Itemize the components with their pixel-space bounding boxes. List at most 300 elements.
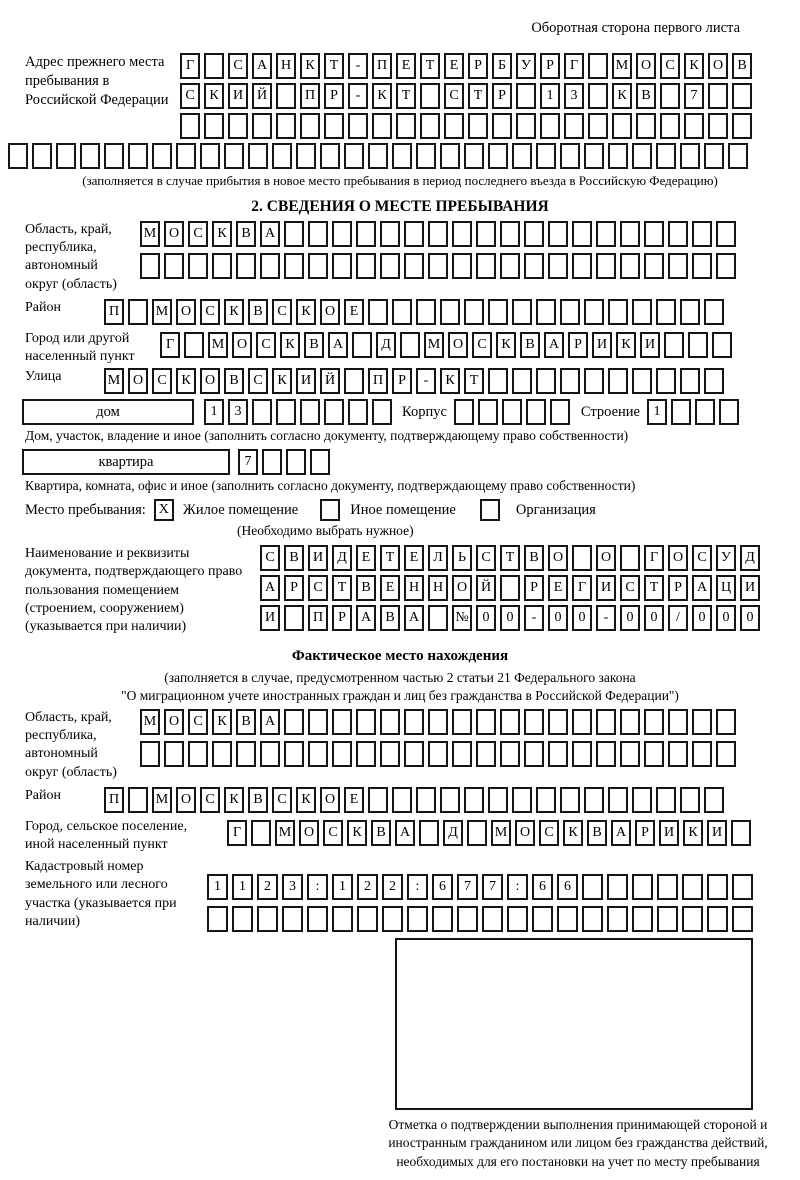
char-cell[interactable]: - — [348, 83, 368, 109]
char-cell[interactable] — [252, 399, 272, 425]
char-cell[interactable] — [632, 787, 652, 813]
char-cell[interactable]: М — [140, 709, 160, 735]
char-cell[interactable] — [644, 253, 664, 279]
char-cell[interactable]: О — [448, 332, 468, 358]
char-cell[interactable] — [380, 741, 400, 767]
char-cell[interactable] — [400, 332, 420, 358]
char-cell[interactable] — [308, 709, 328, 735]
char-cell[interactable] — [632, 368, 652, 394]
char-cell[interactable] — [532, 906, 553, 932]
char-cell[interactable] — [548, 741, 568, 767]
char-cell[interactable] — [180, 113, 200, 139]
char-cell[interactable] — [212, 741, 232, 767]
char-cell[interactable] — [296, 143, 316, 169]
char-cell[interactable]: Г — [227, 820, 247, 846]
char-cell[interactable] — [32, 143, 52, 169]
char-cell[interactable]: С — [323, 820, 343, 846]
char-cell[interactable]: И — [260, 605, 280, 631]
char-cell[interactable] — [416, 787, 436, 813]
char-cell[interactable] — [404, 253, 424, 279]
char-cell[interactable]: П — [300, 83, 320, 109]
char-cell[interactable]: Н — [404, 575, 424, 601]
char-cell[interactable]: У — [516, 53, 536, 79]
char-cell[interactable]: С — [188, 709, 208, 735]
char-cell[interactable] — [272, 143, 292, 169]
char-cell[interactable] — [478, 399, 498, 425]
char-cell[interactable] — [307, 906, 328, 932]
char-cell[interactable] — [356, 221, 376, 247]
char-cell[interactable] — [419, 820, 439, 846]
char-cell[interactable] — [620, 545, 640, 571]
char-cell[interactable] — [392, 787, 412, 813]
char-cell[interactable] — [452, 221, 472, 247]
char-cell[interactable] — [526, 399, 546, 425]
char-cell[interactable] — [212, 253, 232, 279]
char-cell[interactable]: О — [515, 820, 535, 846]
char-cell[interactable]: 7 — [482, 874, 503, 900]
char-cell[interactable]: К — [683, 820, 703, 846]
char-cell[interactable] — [588, 83, 608, 109]
char-cell[interactable]: В — [636, 83, 656, 109]
char-cell[interactable]: Д — [740, 545, 760, 571]
char-cell[interactable] — [540, 113, 560, 139]
char-cell[interactable] — [716, 221, 736, 247]
char-cell[interactable]: И — [228, 83, 248, 109]
char-cell[interactable]: В — [236, 221, 256, 247]
char-cell[interactable]: О — [176, 299, 196, 325]
char-cell[interactable] — [464, 143, 484, 169]
char-cell[interactable]: М — [152, 787, 172, 813]
char-cell[interactable]: Б — [492, 53, 512, 79]
char-cell[interactable] — [572, 221, 592, 247]
char-cell[interactable] — [276, 399, 296, 425]
char-cell[interactable]: О — [668, 545, 688, 571]
char-cell[interactable] — [452, 741, 472, 767]
char-cell[interactable] — [644, 741, 664, 767]
char-cell[interactable]: В — [284, 545, 304, 571]
char-cell[interactable] — [356, 741, 376, 767]
char-cell[interactable]: Г — [644, 545, 664, 571]
char-cell[interactable]: Р — [540, 53, 560, 79]
char-cell[interactable]: П — [104, 299, 124, 325]
char-cell[interactable] — [588, 113, 608, 139]
char-cell[interactable] — [392, 143, 412, 169]
char-cell[interactable] — [664, 332, 684, 358]
char-cell[interactable] — [236, 741, 256, 767]
stay-checkbox-inoe[interactable] — [320, 499, 340, 521]
char-cell[interactable]: В — [248, 299, 268, 325]
char-cell[interactable]: В — [356, 575, 376, 601]
char-cell[interactable]: 1 — [332, 874, 353, 900]
char-cell[interactable] — [657, 874, 678, 900]
char-cell[interactable]: 1 — [207, 874, 228, 900]
char-cell[interactable] — [632, 299, 652, 325]
char-cell[interactable] — [716, 253, 736, 279]
char-cell[interactable]: С — [476, 545, 496, 571]
char-cell[interactable] — [324, 113, 344, 139]
char-cell[interactable] — [620, 741, 640, 767]
char-cell[interactable] — [536, 787, 556, 813]
char-cell[interactable] — [432, 906, 453, 932]
char-cell[interactable] — [644, 709, 664, 735]
char-cell[interactable] — [204, 113, 224, 139]
char-cell[interactable] — [467, 820, 487, 846]
char-cell[interactable]: О — [708, 53, 728, 79]
char-cell[interactable] — [564, 113, 584, 139]
char-cell[interactable] — [128, 787, 148, 813]
char-cell[interactable]: Т — [464, 368, 484, 394]
char-cell[interactable]: 0 — [716, 605, 736, 631]
char-cell[interactable]: Т — [332, 575, 352, 601]
char-cell[interactable]: О — [200, 368, 220, 394]
char-cell[interactable]: К — [563, 820, 583, 846]
char-cell[interactable] — [620, 253, 640, 279]
char-cell[interactable]: А — [395, 820, 415, 846]
char-cell[interactable]: М — [275, 820, 295, 846]
char-cell[interactable]: А — [611, 820, 631, 846]
char-cell[interactable]: С — [260, 545, 280, 571]
char-cell[interactable]: О — [176, 787, 196, 813]
char-cell[interactable] — [548, 709, 568, 735]
char-cell[interactable]: 0 — [548, 605, 568, 631]
char-cell[interactable] — [656, 787, 676, 813]
char-cell[interactable] — [682, 906, 703, 932]
char-cell[interactable]: 0 — [572, 605, 592, 631]
char-cell[interactable]: 1 — [540, 83, 560, 109]
char-cell[interactable]: М — [104, 368, 124, 394]
char-cell[interactable] — [320, 143, 340, 169]
char-cell[interactable]: К — [496, 332, 516, 358]
char-cell[interactable] — [356, 253, 376, 279]
char-cell[interactable]: А — [260, 709, 280, 735]
char-cell[interactable]: Е — [404, 545, 424, 571]
char-cell[interactable] — [596, 221, 616, 247]
char-cell[interactable] — [452, 709, 472, 735]
char-cell[interactable] — [507, 906, 528, 932]
char-cell[interactable]: 6 — [532, 874, 553, 900]
char-cell[interactable]: С — [200, 787, 220, 813]
char-cell[interactable] — [128, 143, 148, 169]
char-cell[interactable] — [500, 221, 520, 247]
char-cell[interactable]: 1 — [647, 399, 667, 425]
char-cell[interactable]: К — [372, 83, 392, 109]
char-cell[interactable] — [680, 299, 700, 325]
char-cell[interactable] — [428, 741, 448, 767]
char-cell[interactable] — [656, 143, 676, 169]
char-cell[interactable]: Г — [160, 332, 180, 358]
char-cell[interactable] — [284, 253, 304, 279]
char-cell[interactable] — [536, 299, 556, 325]
char-cell[interactable]: О — [452, 575, 472, 601]
char-cell[interactable] — [704, 787, 724, 813]
char-cell[interactable] — [380, 253, 400, 279]
char-cell[interactable]: 3 — [228, 399, 248, 425]
char-cell[interactable] — [582, 874, 603, 900]
char-cell[interactable]: О — [636, 53, 656, 79]
char-cell[interactable] — [608, 143, 628, 169]
char-cell[interactable] — [310, 449, 330, 475]
char-cell[interactable]: Р — [332, 605, 352, 631]
char-cell[interactable]: С — [228, 53, 248, 79]
char-cell[interactable]: В — [524, 545, 544, 571]
char-cell[interactable]: В — [224, 368, 244, 394]
char-cell[interactable] — [668, 221, 688, 247]
char-cell[interactable] — [454, 399, 474, 425]
char-cell[interactable] — [500, 575, 520, 601]
char-cell[interactable] — [707, 906, 728, 932]
char-cell[interactable] — [704, 143, 724, 169]
char-cell[interactable]: : — [307, 874, 328, 900]
char-cell[interactable] — [560, 368, 580, 394]
char-cell[interactable]: С — [200, 299, 220, 325]
char-cell[interactable] — [286, 449, 306, 475]
char-cell[interactable]: В — [587, 820, 607, 846]
stay-checkbox-zhiloe[interactable]: X — [154, 499, 174, 521]
char-cell[interactable]: Д — [376, 332, 396, 358]
char-cell[interactable] — [692, 709, 712, 735]
char-cell[interactable] — [612, 113, 632, 139]
char-cell[interactable] — [236, 253, 256, 279]
char-cell[interactable]: О — [320, 787, 340, 813]
char-cell[interactable]: К — [616, 332, 636, 358]
char-cell[interactable]: Т — [420, 53, 440, 79]
char-cell[interactable]: П — [104, 787, 124, 813]
char-cell[interactable]: 7 — [238, 449, 258, 475]
char-cell[interactable] — [560, 299, 580, 325]
char-cell[interactable]: 0 — [476, 605, 496, 631]
char-cell[interactable]: № — [452, 605, 472, 631]
char-cell[interactable]: И — [707, 820, 727, 846]
char-cell[interactable] — [80, 143, 100, 169]
char-cell[interactable]: Р — [492, 83, 512, 109]
char-cell[interactable] — [716, 741, 736, 767]
char-cell[interactable]: Т — [500, 545, 520, 571]
char-cell[interactable]: О — [164, 709, 184, 735]
char-cell[interactable]: С — [248, 368, 268, 394]
char-cell[interactable] — [708, 83, 728, 109]
char-cell[interactable]: Й — [252, 83, 272, 109]
char-cell[interactable] — [284, 605, 304, 631]
char-cell[interactable]: Т — [396, 83, 416, 109]
char-cell[interactable] — [56, 143, 76, 169]
char-cell[interactable]: В — [371, 820, 391, 846]
char-cell[interactable] — [732, 83, 752, 109]
char-cell[interactable] — [348, 113, 368, 139]
char-cell[interactable]: Т — [468, 83, 488, 109]
char-cell[interactable]: К — [204, 83, 224, 109]
char-cell[interactable] — [524, 709, 544, 735]
char-cell[interactable]: А — [260, 221, 280, 247]
char-cell[interactable] — [536, 368, 556, 394]
char-cell[interactable] — [282, 906, 303, 932]
char-cell[interactable]: М — [140, 221, 160, 247]
char-cell[interactable] — [657, 906, 678, 932]
char-cell[interactable] — [608, 368, 628, 394]
char-cell[interactable] — [732, 874, 753, 900]
char-cell[interactable]: И — [640, 332, 660, 358]
char-cell[interactable] — [512, 299, 532, 325]
char-cell[interactable]: Р — [284, 575, 304, 601]
char-cell[interactable] — [348, 399, 368, 425]
char-cell[interactable] — [164, 741, 184, 767]
char-cell[interactable] — [207, 906, 228, 932]
char-cell[interactable]: 2 — [382, 874, 403, 900]
char-cell[interactable] — [468, 113, 488, 139]
char-cell[interactable] — [440, 787, 460, 813]
char-cell[interactable]: 6 — [557, 874, 578, 900]
char-cell[interactable] — [476, 221, 496, 247]
char-cell[interactable] — [632, 143, 652, 169]
char-cell[interactable]: К — [224, 299, 244, 325]
char-cell[interactable]: С — [692, 545, 712, 571]
char-cell[interactable]: С — [188, 221, 208, 247]
char-cell[interactable] — [300, 113, 320, 139]
char-cell[interactable]: М — [424, 332, 444, 358]
char-cell[interactable] — [368, 787, 388, 813]
char-cell[interactable] — [284, 741, 304, 767]
char-cell[interactable] — [452, 253, 472, 279]
char-cell[interactable]: О — [128, 368, 148, 394]
char-cell[interactable]: Н — [428, 575, 448, 601]
char-cell[interactable] — [660, 83, 680, 109]
char-cell[interactable]: С — [620, 575, 640, 601]
char-cell[interactable] — [152, 143, 172, 169]
char-cell[interactable] — [344, 143, 364, 169]
char-cell[interactable] — [660, 113, 680, 139]
char-cell[interactable]: Р — [324, 83, 344, 109]
char-cell[interactable]: К — [612, 83, 632, 109]
char-cell[interactable] — [548, 221, 568, 247]
char-cell[interactable]: П — [368, 368, 388, 394]
char-cell[interactable]: К — [280, 332, 300, 358]
char-cell[interactable]: К — [272, 368, 292, 394]
char-cell[interactable] — [440, 299, 460, 325]
char-cell[interactable]: Д — [443, 820, 463, 846]
char-cell[interactable]: М — [208, 332, 228, 358]
char-cell[interactable] — [380, 221, 400, 247]
char-cell[interactable] — [488, 787, 508, 813]
char-cell[interactable]: С — [660, 53, 680, 79]
char-cell[interactable]: Й — [320, 368, 340, 394]
char-cell[interactable] — [476, 253, 496, 279]
char-cell[interactable] — [572, 545, 592, 571]
char-cell[interactable]: Е — [380, 575, 400, 601]
char-cell[interactable]: Р — [392, 368, 412, 394]
char-cell[interactable] — [704, 299, 724, 325]
char-cell[interactable]: Р — [468, 53, 488, 79]
char-cell[interactable]: К — [224, 787, 244, 813]
char-cell[interactable] — [596, 253, 616, 279]
char-cell[interactable] — [140, 741, 160, 767]
char-cell[interactable] — [248, 143, 268, 169]
char-cell[interactable] — [404, 709, 424, 735]
char-cell[interactable]: Г — [564, 53, 584, 79]
char-cell[interactable] — [632, 906, 653, 932]
char-cell[interactable] — [404, 741, 424, 767]
char-cell[interactable]: О — [596, 545, 616, 571]
char-cell[interactable]: К — [212, 221, 232, 247]
char-cell[interactable]: К — [296, 787, 316, 813]
char-cell[interactable]: 7 — [684, 83, 704, 109]
char-cell[interactable]: 0 — [740, 605, 760, 631]
char-cell[interactable] — [731, 820, 751, 846]
char-cell[interactable]: А — [692, 575, 712, 601]
char-cell[interactable] — [572, 741, 592, 767]
char-cell[interactable]: Й — [476, 575, 496, 601]
char-cell[interactable]: - — [524, 605, 544, 631]
char-cell[interactable]: И — [740, 575, 760, 601]
char-cell[interactable] — [671, 399, 691, 425]
char-cell[interactable] — [584, 787, 604, 813]
char-cell[interactable]: К — [176, 368, 196, 394]
char-cell[interactable]: А — [328, 332, 348, 358]
char-cell[interactable]: 7 — [457, 874, 478, 900]
char-cell[interactable]: 6 — [432, 874, 453, 900]
char-cell[interactable] — [560, 787, 580, 813]
char-cell[interactable]: К — [684, 53, 704, 79]
char-cell[interactable] — [420, 113, 440, 139]
char-cell[interactable] — [184, 332, 204, 358]
char-cell[interactable]: В — [248, 787, 268, 813]
char-cell[interactable]: А — [252, 53, 272, 79]
char-cell[interactable] — [608, 787, 628, 813]
char-cell[interactable] — [300, 399, 320, 425]
char-cell[interactable] — [252, 113, 272, 139]
char-cell[interactable] — [284, 709, 304, 735]
char-cell[interactable]: К — [440, 368, 460, 394]
char-cell[interactable] — [416, 299, 436, 325]
char-cell[interactable] — [380, 709, 400, 735]
char-cell[interactable] — [372, 399, 392, 425]
char-cell[interactable] — [716, 709, 736, 735]
char-cell[interactable] — [332, 221, 352, 247]
char-cell[interactable]: Е — [344, 787, 364, 813]
char-cell[interactable] — [636, 113, 656, 139]
char-cell[interactable]: 3 — [564, 83, 584, 109]
char-cell[interactable]: Р — [668, 575, 688, 601]
char-cell[interactable]: Ь — [452, 545, 472, 571]
char-cell[interactable]: - — [416, 368, 436, 394]
char-cell[interactable] — [704, 368, 724, 394]
char-cell[interactable]: 2 — [357, 874, 378, 900]
char-cell[interactable]: 0 — [692, 605, 712, 631]
char-cell[interactable] — [728, 143, 748, 169]
char-cell[interactable]: 2 — [257, 874, 278, 900]
char-cell[interactable]: - — [348, 53, 368, 79]
char-cell[interactable] — [502, 399, 522, 425]
char-cell[interactable] — [668, 709, 688, 735]
char-cell[interactable]: : — [407, 874, 428, 900]
char-cell[interactable]: 1 — [232, 874, 253, 900]
char-cell[interactable] — [500, 709, 520, 735]
char-cell[interactable] — [188, 253, 208, 279]
char-cell[interactable] — [382, 906, 403, 932]
char-cell[interactable] — [200, 143, 220, 169]
char-cell[interactable] — [680, 368, 700, 394]
char-cell[interactable]: К — [300, 53, 320, 79]
char-cell[interactable] — [404, 221, 424, 247]
char-cell[interactable]: О — [299, 820, 319, 846]
char-cell[interactable] — [656, 368, 676, 394]
char-cell[interactable] — [524, 253, 544, 279]
char-cell[interactable] — [695, 399, 715, 425]
char-cell[interactable]: Р — [524, 575, 544, 601]
char-cell[interactable]: М — [152, 299, 172, 325]
char-cell[interactable]: С — [472, 332, 492, 358]
char-cell[interactable] — [584, 368, 604, 394]
char-cell[interactable] — [428, 605, 448, 631]
char-cell[interactable] — [557, 906, 578, 932]
